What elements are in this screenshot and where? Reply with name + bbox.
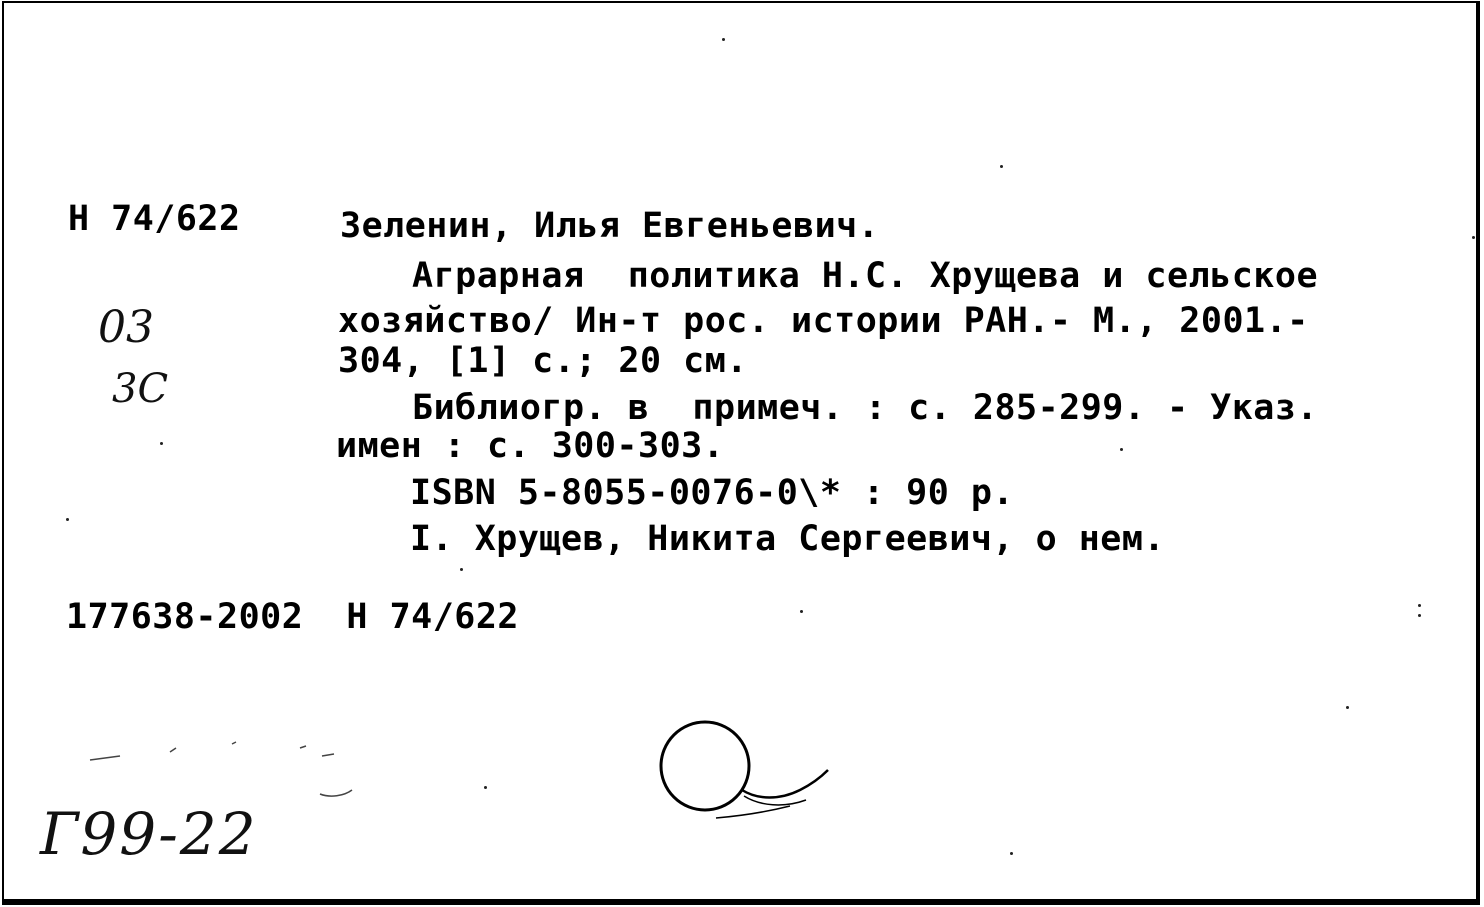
author-heading: Зеленин, Илья Евгеньевич. (340, 206, 880, 246)
speck (460, 568, 463, 571)
notes-line-1: Библиогр. в примеч. : с. 285-299. - Указ. (412, 388, 1319, 428)
speck (484, 786, 487, 789)
speck (1000, 165, 1003, 168)
speck (1010, 852, 1013, 855)
speck (66, 518, 69, 521)
subject-heading: I. Хрущев, Никита Сергеевич, о нем. (410, 519, 1166, 559)
speck (1418, 614, 1421, 617)
speck (800, 610, 803, 613)
call-number: Н 74/622 (68, 199, 241, 239)
speck (1418, 604, 1421, 607)
title-line-3: 304, [1] с.; 20 см. (338, 341, 748, 381)
inventory-number: 177638-2002 Н 74/622 (66, 597, 520, 637)
handwritten-date-note: Г99-22 (40, 800, 258, 868)
speck (1346, 706, 1349, 709)
title-line-2: хозяйство/ Ин-т рос. истории РАН.- М., 2001.- (338, 301, 1309, 341)
title-line-1: Аграрная политика Н.С. Хрущева и сельское (412, 256, 1319, 296)
isbn-line: ISBN 5-8055-0076-0\* : 90 р. (410, 473, 1015, 513)
handwritten-mark-bottom: 3С (112, 366, 169, 412)
speck (1472, 236, 1475, 239)
speck (160, 442, 163, 445)
speck (722, 38, 725, 41)
handwritten-mark-top: 03 (98, 302, 154, 353)
notes-line-2: имен : с. 300-303. (336, 426, 725, 466)
speck (1120, 448, 1123, 451)
